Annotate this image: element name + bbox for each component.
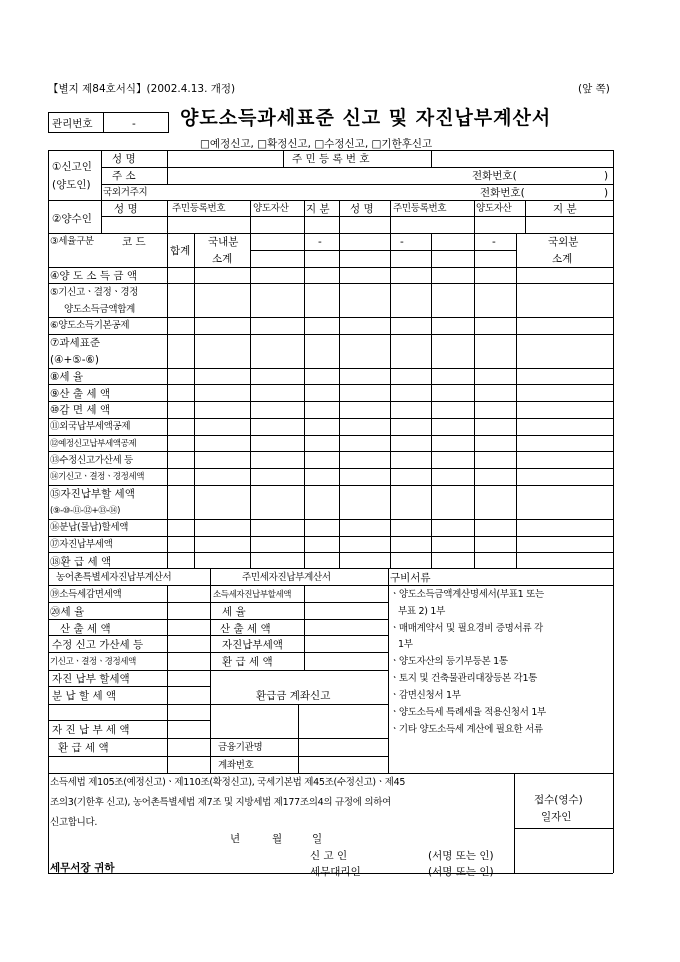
reporter-phone-close: ) xyxy=(604,170,609,182)
doc-item-1: ㆍ양도소득금액계산명세서(부표1 또는 xyxy=(390,589,544,600)
doc-item-3: ㆍ양도자산의 등기부등본 1통 xyxy=(390,656,508,667)
rural-row-rate: ⑳세 율 xyxy=(50,606,85,618)
row-prior-tax: ⑭기신고ㆍ결정ㆍ경정세액 xyxy=(50,472,145,482)
signer-agent-sign[interactable]: (서명 또는 인) xyxy=(428,866,494,878)
rural-row-self-pay: 자진 납부 할세액 xyxy=(52,673,130,685)
transferee-col-asset: 양도자산 xyxy=(253,203,289,214)
transferee-label: ②양수인 xyxy=(52,213,92,225)
doc-item-1b: 부표 2) 1부 xyxy=(398,606,445,617)
documents-title: 구비서류 xyxy=(390,572,431,584)
resident-row-computed: 산 출 세 액 xyxy=(220,623,271,635)
management-number-label: 관리번호 xyxy=(52,118,93,130)
rural-row-prior: 기신고ㆍ결정ㆍ경정세액 xyxy=(50,657,136,667)
code-dash-3: - xyxy=(492,236,496,248)
page-side-label: (앞 쪽) xyxy=(578,83,610,95)
foreign-phone-label: 전화번호( xyxy=(480,187,525,199)
signer-agent-label: 세무대리인 xyxy=(310,866,361,878)
row-exemption: ⑩감 면 세 액 xyxy=(50,404,110,416)
foreign-subtotal-label: 소계 xyxy=(552,253,573,265)
doc-item-5: ㆍ감면신청서 1부 xyxy=(390,690,461,701)
row-refund: ⑱환 급 세 액 xyxy=(50,556,112,568)
rural-tax-title: 농어촌특별세자진납부계산서 xyxy=(56,572,172,583)
declaration-line-3: 신고합니다. xyxy=(50,817,98,828)
row-self-pay-tax: ⑮자진납부할 세액 xyxy=(50,488,135,500)
row-basic-deduction: ⑥양도소득기본공제 xyxy=(50,320,130,331)
transferee-col-asset2: 양도자산 xyxy=(476,203,512,214)
addressee: 세무서장 귀하 xyxy=(50,862,115,874)
declaration-line-2: 조의3(기한후 신고), 농어촌특별세법 제7조 및 지방세법 제177조의4의 규정에 의하여 xyxy=(50,797,391,808)
bank-name-label: 금융기관명 xyxy=(218,742,263,753)
foreign-residence-label: 국외거주지 xyxy=(103,187,148,198)
resident-row-income-tax: 소득세자진납부할세액 xyxy=(213,590,292,600)
page-title: 양도소득과세표준 신고 및 자진납부계산서 xyxy=(180,107,552,129)
domestic-label: 국내분 xyxy=(208,236,239,248)
form-reference: 【별지 제84호서식】(2002.4.13. 개정) xyxy=(48,83,236,95)
transferee-col-rrn2: 주민등록번호 xyxy=(393,203,447,214)
row-tax-base: ⑦과세표준 xyxy=(50,337,100,349)
receipt-label: 접수(영수) xyxy=(534,794,583,806)
date-year-label: 년 xyxy=(230,833,241,845)
transferee-col-share: 지 분 xyxy=(306,203,330,215)
resident-row-paid: 자진납부세액 xyxy=(222,639,283,651)
row-tax-base-formula: (④+⑤-⑥) xyxy=(50,354,100,366)
resident-row-rate: 세 율 xyxy=(222,606,246,618)
reporter-address-label: 주 소 xyxy=(112,170,136,182)
rural-row-computed: 산 출 세 액 xyxy=(60,623,111,635)
row-installment: ⑯분납(물납)할세액 xyxy=(50,522,129,533)
code-dash-1: - xyxy=(318,236,322,248)
rural-row-surcharge: 수정 신고 가산세 등 xyxy=(52,639,144,651)
doc-item-2: ㆍ매매계약서 및 필요경비 증명서류 각 xyxy=(390,623,543,634)
row-transfer-income: ④양 도 소 득 금 액 xyxy=(50,270,137,282)
foreign-label: 국외분 xyxy=(548,236,579,248)
transferee-col-name2: 성 명 xyxy=(350,203,374,215)
row-computed-tax: ⑨산 출 세 액 xyxy=(50,388,110,400)
foreign-phone-close: ) xyxy=(604,187,609,199)
row-self-pay-formula: (⑨-⑩-⑪-⑫+⑬-⑭) xyxy=(50,506,121,516)
rural-row-exemption: ⑲소득세감면세액 xyxy=(50,589,122,600)
tax-type-label: ③세율구분 xyxy=(50,236,94,247)
transferee-col-share2: 지 분 xyxy=(553,203,577,215)
tax-code-label: 코 드 xyxy=(122,236,146,248)
rural-row-paid: 자 진 납 부 세 액 xyxy=(52,724,130,736)
doc-item-4: ㆍ토지 및 건축물관리대장등본 각1통 xyxy=(390,673,538,684)
resident-tax-title: 주민세자진납부계산서 xyxy=(242,572,331,583)
receipt-date-stamp-label: 일자인 xyxy=(541,811,572,823)
signer-reporter-label: 신 고 인 xyxy=(310,850,348,862)
reporter-label: ①신고인 xyxy=(52,161,92,173)
row-amended-surcharge: ⑬수정신고가산세 등 xyxy=(50,455,133,466)
row-prior-income: ⑤기신고ㆍ결정ㆍ경정 xyxy=(50,287,139,298)
signer-reporter-sign[interactable]: (서명 또는 인) xyxy=(428,850,494,862)
rural-row-installment: 분 납 할 세 액 xyxy=(52,690,117,702)
row-prior-income-total: 양도소득금액합계 xyxy=(64,304,136,315)
doc-item-2b: 1부 xyxy=(398,639,413,650)
date-month-label: 월 xyxy=(272,833,283,845)
reporter-sublabel: (양도인) xyxy=(52,179,91,191)
doc-item-6: ㆍ양도소득세 특례세율 적용신청서 1부 xyxy=(390,707,546,718)
row-prepaid-credit: ⑫예정신고납부세액공제 xyxy=(50,439,137,449)
domestic-subtotal-label: 소계 xyxy=(212,253,233,265)
row-foreign-tax-credit: ⑪외국납부세액공제 xyxy=(50,421,131,432)
reporter-name-label: 성 명 xyxy=(112,153,136,165)
row-tax-rate: ⑧세 율 xyxy=(50,371,84,383)
resident-row-refund: 환 급 세 액 xyxy=(222,656,273,668)
row-self-paid: ⑰자진납부세액 xyxy=(50,539,113,550)
declaration-line-1: 소득세법 제105조(예정신고)ㆍ제110조(확정신고), 국세기본법 제45조(수정신고)ㆍ제45 xyxy=(50,777,406,788)
doc-item-7: ㆍ기타 양도소득세 계산에 필요한 서류 xyxy=(390,724,543,735)
transferee-col-name: 성 명 xyxy=(114,203,138,215)
transferee-col-rrn: 주민등록번호 xyxy=(172,203,226,214)
report-type-checkboxes[interactable]: □예정신고, □확정신고, □수정신고, □기한후신고 xyxy=(200,138,433,150)
code-dash-2: - xyxy=(400,236,404,248)
account-number-label: 계좌번호 xyxy=(218,760,254,771)
total-label: 합계 xyxy=(170,245,191,257)
reporter-rrn-label: 주 민 등 록 번 호 xyxy=(292,153,370,165)
refund-account-title: 환급금 계좌신고 xyxy=(256,690,331,702)
date-day-label: 일 xyxy=(312,833,323,845)
reporter-phone-label: 전화번호( xyxy=(472,170,517,182)
management-number-value[interactable]: - xyxy=(132,118,136,130)
rural-row-refund: 환 급 세 액 xyxy=(58,742,109,754)
